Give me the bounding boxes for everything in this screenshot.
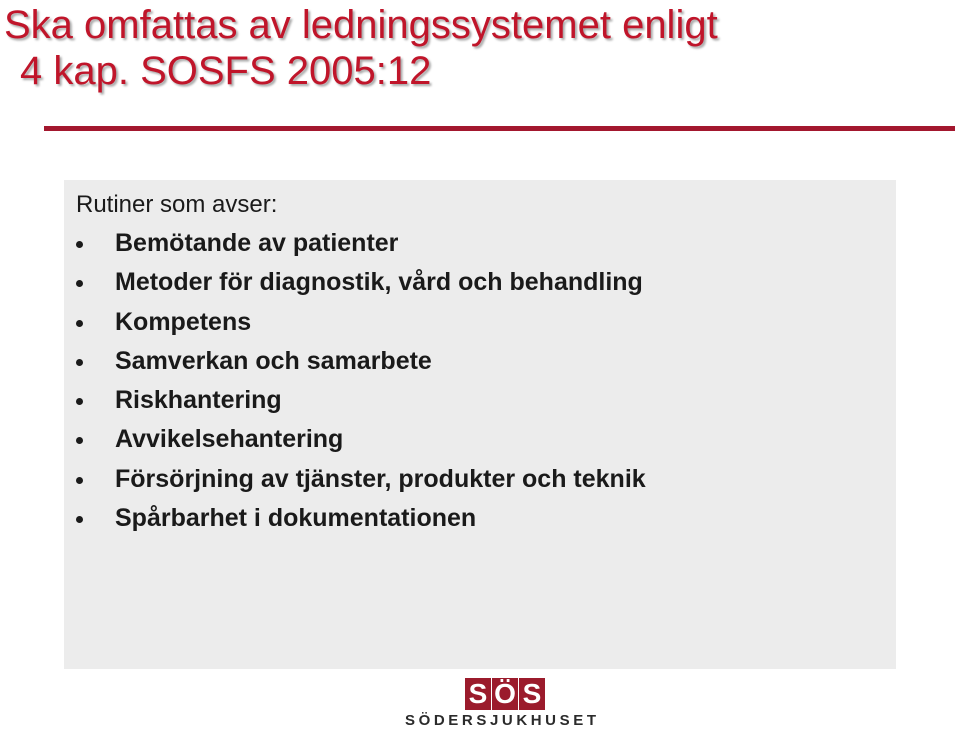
- bullet-item: [76, 226, 646, 265]
- slide-title-line-2: 4 kap. SOSFS 2005:12: [20, 49, 432, 93]
- bullet-text: Försörjning av tjänster, produkter och teknik: [115, 464, 646, 493]
- bullet-dot-icon: [76, 320, 83, 327]
- bullet-item: [76, 265, 646, 304]
- bullet-dot-icon: [76, 437, 83, 444]
- bullet-text: Kompetens: [115, 307, 252, 336]
- slide-title-line-1: Ska omfattas av ledningssystemet enligt: [4, 3, 718, 47]
- title-divider: [44, 126, 955, 131]
- bullet-dot-icon: [76, 477, 83, 484]
- bullet-text: Avvikelsehantering: [115, 425, 344, 454]
- bullet-text: Spårbarhet i dokumentationen: [115, 504, 477, 533]
- intro-text: Rutiner som avser:: [76, 191, 278, 218]
- bullet-dot-icon: [76, 241, 83, 248]
- slide-title: [4, 2, 718, 94]
- bullet-text: Metoder för diagnostik, vård och behandling: [115, 268, 643, 297]
- bullet-text: Samverkan och samarbete: [115, 346, 432, 375]
- bullet-item: [76, 501, 646, 540]
- bullet-item: [76, 305, 646, 344]
- bullet-dot-icon: [76, 516, 83, 523]
- bullet-item: [76, 383, 646, 422]
- bullet-item: [76, 422, 646, 461]
- logo-wordmark: SÖDERSJUKHUSET: [405, 712, 600, 729]
- sos-logo-mark: [465, 678, 545, 710]
- bullet-dot-icon: [76, 280, 83, 287]
- bullet-text: Bemötande av patienter: [115, 229, 399, 257]
- bullet-dot-icon: [76, 359, 83, 366]
- logo-letter: S: [465, 678, 491, 710]
- logo-letter: Ö: [492, 678, 518, 710]
- bullet-list: [76, 226, 646, 540]
- bullet-item: [76, 344, 646, 383]
- logo-letter: S: [519, 678, 545, 710]
- bullet-dot-icon: [76, 398, 83, 405]
- bullet-text: Riskhantering: [115, 386, 282, 415]
- sodersjukhuset-logo: [405, 676, 600, 730]
- bullet-item: [76, 462, 646, 501]
